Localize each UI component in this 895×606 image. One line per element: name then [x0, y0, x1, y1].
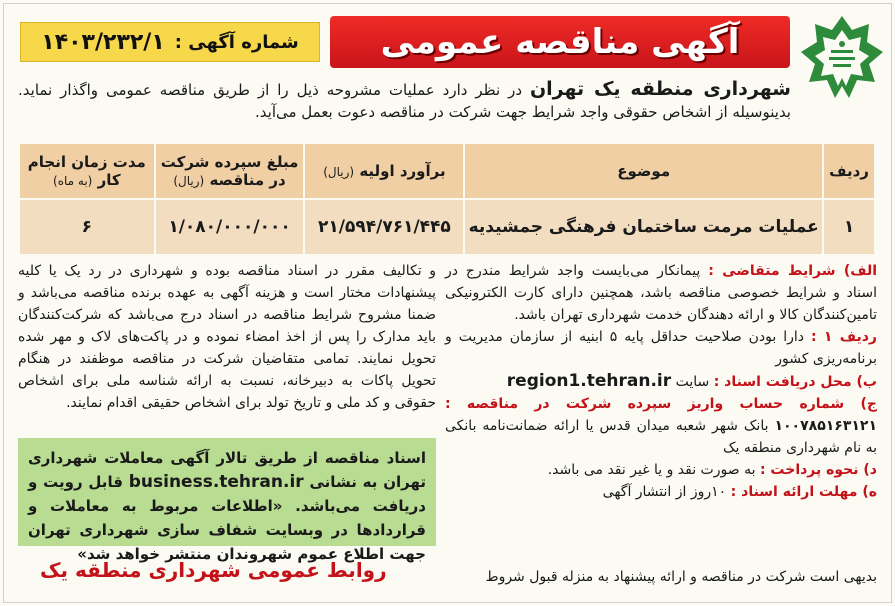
- public-relations-signature: روابط عمومی شهرداری منطقه یک: [40, 558, 387, 582]
- notice-number: ۱۴۰۳/۲۳۲/۱: [41, 29, 165, 55]
- cell-subject: عملیات مرمت ساختمان فرهنگی جمشیدیه: [464, 199, 823, 255]
- condition-e: ه) مهلت ارائه اسناد : ۱۰روز از انتشار آگهی: [602, 484, 877, 500]
- tender-documents-box: اسناد مناقصه از طریق تالار آگهی معاملات شهرداری تهران به نشانی business.tehran.ir قابل رویت و دریافت می‌باشد. «اطلاعات مربوط به معاملات و قراردادها در وبسایت شفاف سازی شهرداری تهران جهت اطلاع عموم شهروندان منتشر خواهد شد»: [18, 438, 436, 546]
- title-box: [20, 16, 790, 68]
- condition-row1: ردیف ۱ : دارا بودن صلاحیت حداقل پایه ۵ ابنیه از سازمان مدیریت و برنامه‌ریزی کشور: [445, 329, 877, 367]
- notice-number-box: [20, 22, 320, 62]
- tender-table: [18, 142, 876, 256]
- col-row: ردیف: [823, 143, 875, 199]
- notice-number-label: شماره آگهی :: [174, 31, 299, 53]
- tender-title: آگهی مناقصه عمومی: [330, 16, 790, 68]
- organization-name: شهرداری منطقه یک تهران: [529, 78, 791, 100]
- col-deposit: مبلغ سپرده شرکت در مناقصه (ریال): [155, 143, 305, 199]
- cell-estimate: ۲۱/۵۹۴/۷۶۱/۴۴۵: [304, 199, 464, 255]
- documents-site-link[interactable]: region1.tehran.ir: [506, 371, 672, 391]
- condition-closing: بدیهی است شرکت در مناقصه و ارائه پیشنهاد به منزله قبول شروط: [485, 569, 877, 585]
- conditions-column: [445, 260, 877, 503]
- condition-b: ب) محل دریافت اسناد : سایت region1.tehran.ir: [506, 371, 877, 391]
- business-site-link[interactable]: business.tehran.ir: [128, 472, 304, 492]
- col-subject: موضوع: [464, 143, 823, 199]
- condition-a: الف) شرایط متقاضی : پیمانکار می‌بایست واجد شرایط مندرج در اسناد و شرایط خصوصی مناقصه باشد، همچنین دارای کارت الکترونیکی تامین‌کنندگان کالا و ارائه دهندگان خدمت شهرداری تهران باشد.: [445, 263, 877, 323]
- transparency-note: «اطلاعات مربوط به معاملات و قراردادها در وبسایت شفاف سازی شهرداری تهران جهت اطلاع عموم شهروندان منتشر خواهد شد»: [28, 497, 426, 563]
- col-duration: مدت زمان انجام کار (به ماه): [19, 143, 155, 199]
- terms-paragraph: و تکالیف مقرر در اسناد مناقصه بوده و شهرداری در رد یک یا کلیه پیشنهادات مختار است و هزینه آگهی به عهده برنده مناقصه می‌باشد و ضمنا مشروح شرایط مناقصه در اسناد درج می‌باشد که شرکت‌کنندگان باید مدارک را پس از اخذ امضاء نموده و در پاکت‌های لاک و مهر شده تحویل نمایند. تمامی متقاضیان شرکت در مناقصه موظفند در هنگام تحویل پاکات به دبیرخانه، نسبت به ارائه شناسه ملی برای اشخاص حقوقی و کد ملی و تاریخ تولد برای اشخاص حقیقی اقدام نمایند.: [18, 263, 436, 411]
- account-number: ۱۰۰۷۸۵۱۶۳۱۲۱: [774, 418, 878, 434]
- tehran-municipality-logo: [799, 10, 885, 106]
- cell-row: ۱: [823, 199, 875, 255]
- intro-paragraph: [18, 78, 791, 123]
- cell-deposit: ۱/۰۸۰/۰۰۰/۰۰۰: [155, 199, 305, 255]
- condition-c: ج) شماره حساب واریز سپرده شرکت در مناقصه : ۱۰۰۷۸۵۱۶۳۱۲۱ بانک شهر شعبه میدان قدس یا ارائه ضمانت‌نامه بانکی به نام شهرداری منطقه یک: [445, 396, 878, 456]
- cell-duration: ۶: [19, 199, 155, 255]
- condition-d: د) نحوه پرداخت : به صورت نقد و یا غیر نقد می باشد.: [547, 462, 877, 478]
- table-header-row: [19, 143, 875, 199]
- table-row: [19, 199, 875, 255]
- col-estimate: برآورد اولیه (ریال): [304, 143, 464, 199]
- intro-text: در نظر دارد عملیات مشروحه ذیل را از طریق مناقصه عمومی واگذار نماید. بدینوسیله از اشخاص حقوقی واجد شرایط جهت شرکت در مناقصه دعوت بعمل می‌آید.: [18, 81, 791, 121]
